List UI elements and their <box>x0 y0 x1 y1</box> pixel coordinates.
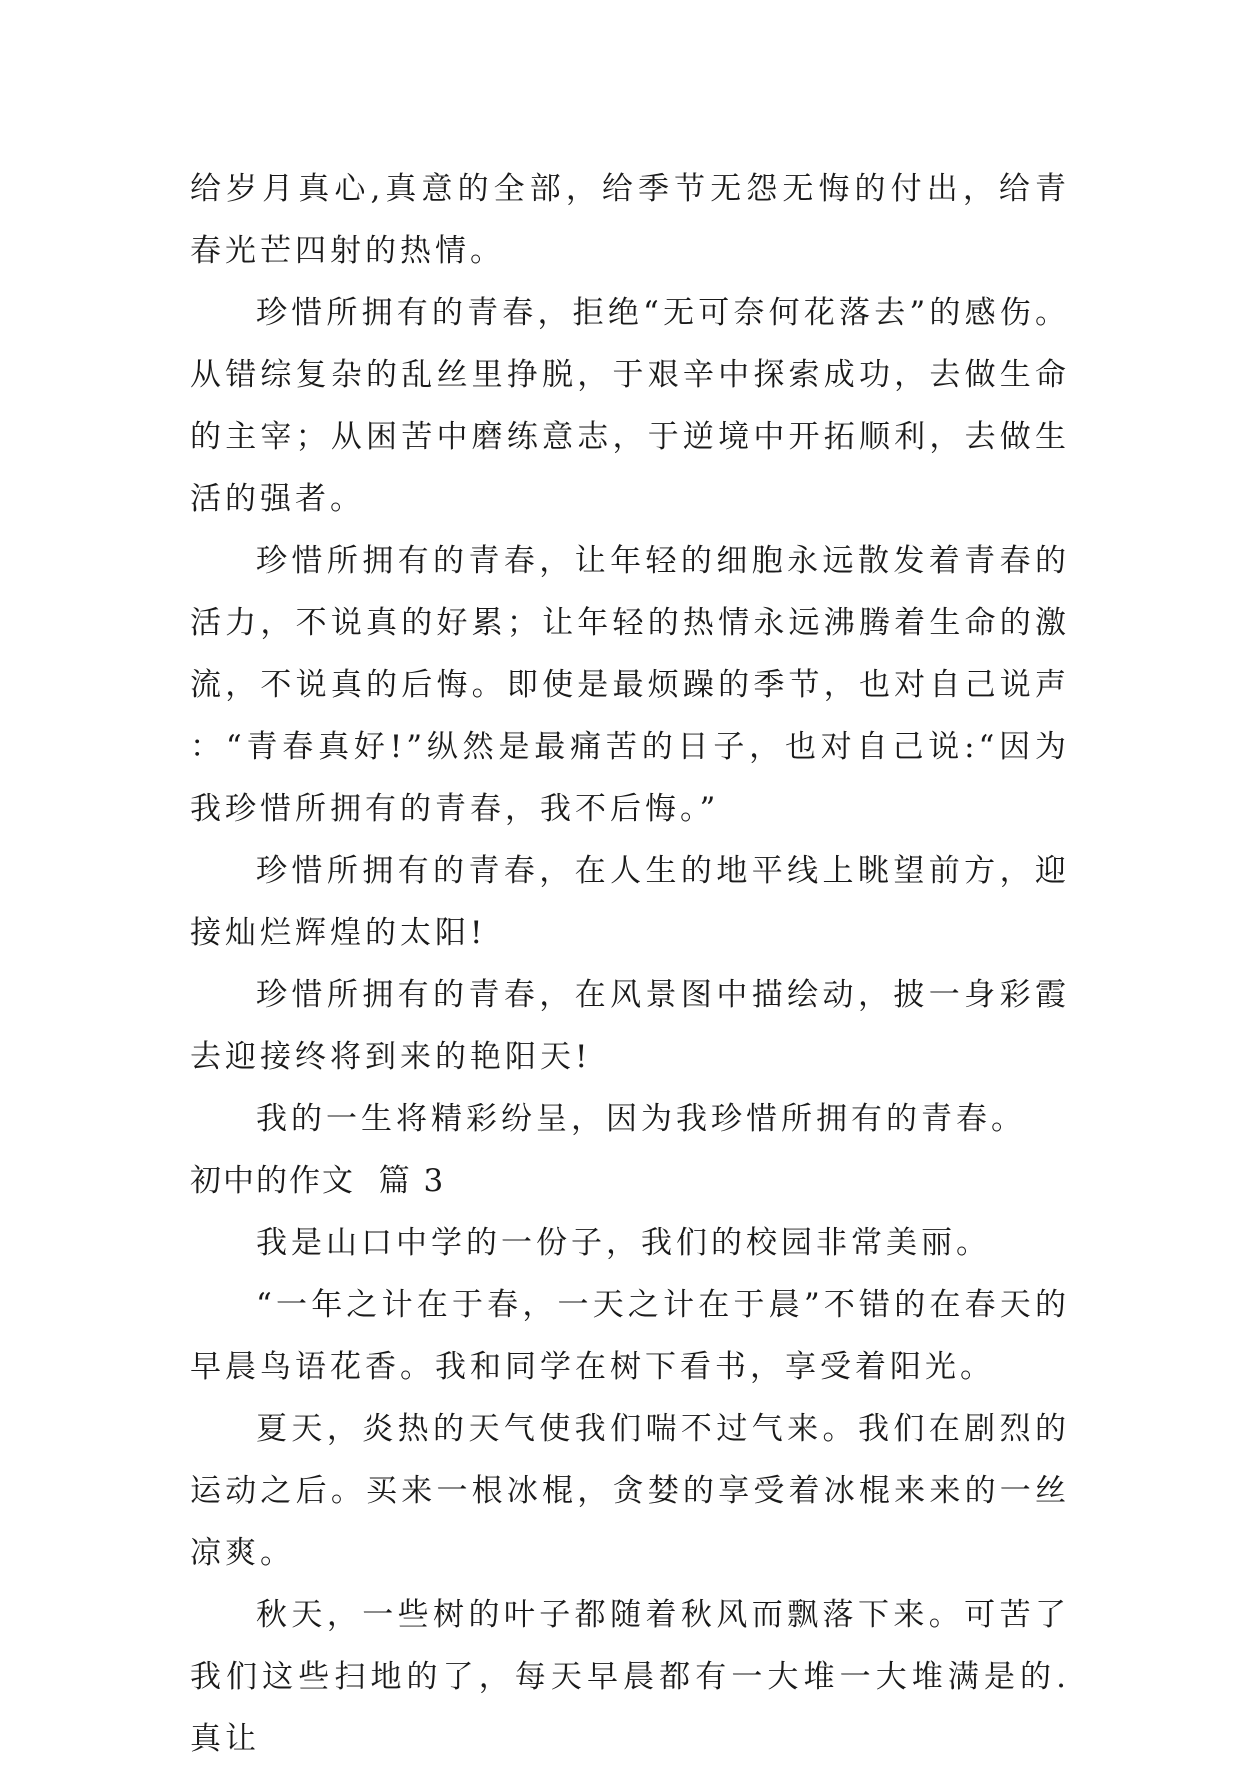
paragraph-5: 珍惜所拥有的青春，在风景图中描绘动，披一身彩霞去迎接终将到来的艳阳天! <box>190 977 1070 1075</box>
paragraph-10: 秋天，一些树的叶子都随着秋风而飘落下来。可苦了我们这些扫地的了，每天早晨都有一大堆一大堆满是的.真让 <box>190 1597 1070 1757</box>
paragraph-8: “一年之计在于春，一天之计在于晨”不错的在春天的早晨鸟语花香。我和同学在树下看书，享受着阳光。 <box>190 1287 1070 1385</box>
paragraph-2: 珍惜所拥有的青春，拒绝“无可奈何花落去”的感伤。从错综复杂的乱丝里挣脱，于艰辛中探索成功，去做生命的主宰；从困苦中磨练意志，于逆境中开拓顺利，去做生活的强者。 <box>190 295 1070 517</box>
paragraph-1: 给岁月真心,真意的全部，给季节无怨无悔的付出，给青春光芒四射的热情。 <box>190 171 1070 269</box>
paragraph-4: 珍惜所拥有的青春，在人生的地平线上眺望前方，迎接灿烂辉煌的太阳! <box>190 853 1070 951</box>
paragraph-7: 我是山口中学的一份子，我们的校园非常美丽。 <box>256 1225 991 1261</box>
paragraph-6: 我的一生将精彩纷呈，因为我珍惜所拥有的青春。 <box>256 1101 1026 1137</box>
section-heading: 初中的作文 篇 3 <box>190 1163 446 1199</box>
paragraph-3: 珍惜所拥有的青春，让年轻的细胞永远散发着青春的活力，不说真的好累；让年轻的热情永远沸腾着生命的激流，不说真的后悔。即使是最烦躁的季节，也对自己说声：“青春真好!”纵然是最痛苦的日子，也对自己说:“因为我珍惜所拥有的青春，我不后悔。” <box>190 543 1070 827</box>
paragraph-9: 夏天，炎热的天气使我们喘不过气来。我们在剧烈的运动之后。买来一根冰棍，贪婪的享受着冰棍来来的一丝凉爽。 <box>190 1411 1070 1571</box>
document-body <box>190 158 1070 1770</box>
